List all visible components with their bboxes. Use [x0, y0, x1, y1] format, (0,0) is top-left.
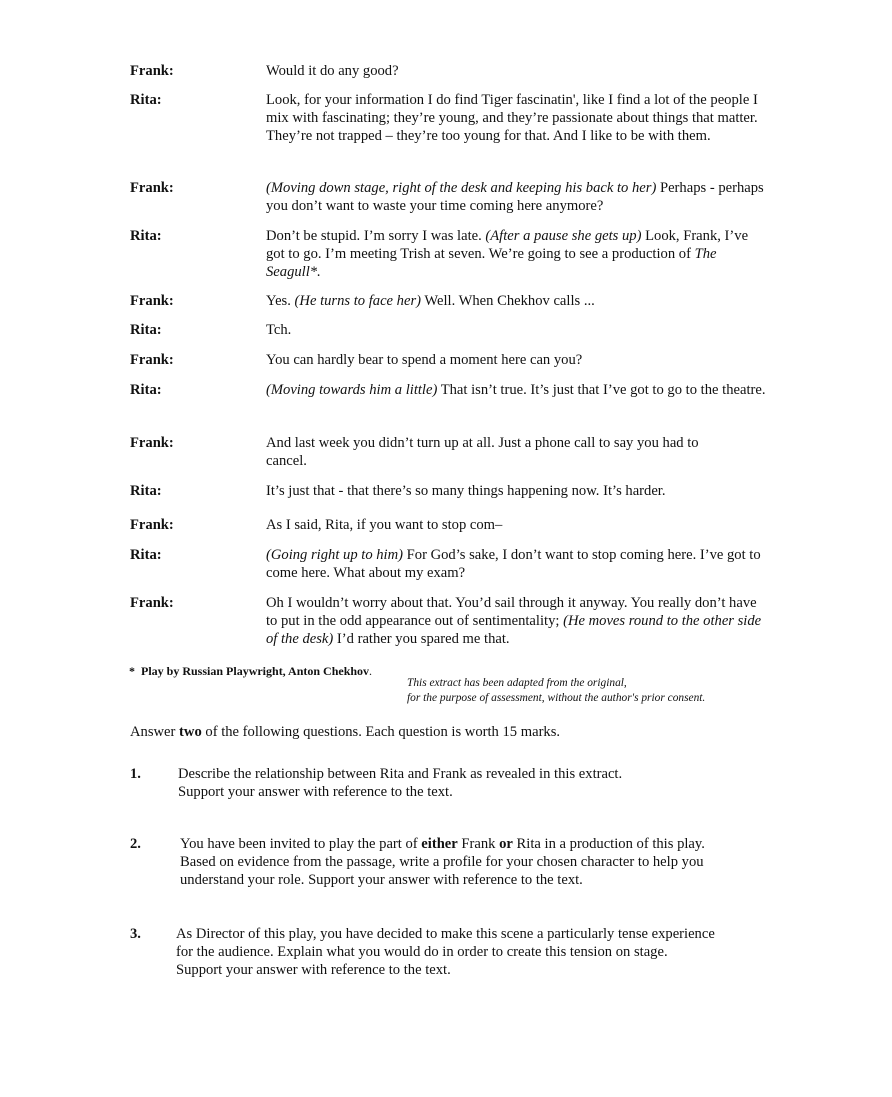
speech-text	[266, 91, 766, 145]
speech-text	[266, 381, 766, 399]
stage-direction: (Moving down stage, right of the desk and keeping his back to her)	[266, 180, 657, 196]
spoken-line: Would it do any good?	[266, 63, 399, 79]
question-text-segment: for the audience. Explain what you would do in order to create this tension on stage.	[176, 944, 668, 960]
spoken-line: And last week you didn’t turn up at all. Just a phone call to say you had to cancel.	[266, 435, 699, 469]
speaker-name: Rita:	[130, 547, 162, 563]
question-number: 2.	[130, 836, 141, 852]
question-text	[180, 835, 770, 889]
question-line	[176, 925, 766, 943]
question-text	[178, 765, 768, 801]
question-text-segment: Based on evidence from the passage, write a profile for your chosen character to help you	[180, 854, 704, 870]
question-text-segment: understand your role. Support your answer with reference to the text.	[180, 872, 583, 888]
speech-text	[266, 434, 726, 470]
speaker-name: Rita:	[130, 322, 162, 338]
spoken-line: Look, Frank, I’ve got to go. I’m meeting Trish at seven. We’re going to see a production of	[266, 228, 749, 262]
speaker-name: Rita:	[130, 483, 162, 499]
instructions-after: of the following questions. Each question is worth 15 marks.	[201, 724, 561, 740]
footnote-text: Play by Russian Playwright, Anton Chekhov	[141, 664, 370, 678]
emphasis: or	[499, 836, 513, 852]
emphasis: either	[421, 836, 458, 852]
speech-text	[266, 292, 766, 310]
speech-text	[266, 482, 766, 500]
question-number: 1.	[130, 766, 141, 782]
stage-direction: (He moves round to the other side of the desk)	[266, 613, 762, 647]
spoken-line: Look, for your information I do find Tiger fascinatin', like I find a lot of the people I mix with fascinating; they’re young, and they’re passionate about things that matter. They’re not trapped – they’re too young for that. And I like to be with them.	[266, 92, 758, 144]
spoken-line: Tch.	[266, 322, 292, 338]
question-text-segment: As Director of this play, you have decided to make this scene a particularly tense experience	[176, 926, 715, 942]
stage-direction: (He turns to face her)	[294, 293, 421, 309]
question-text-segment: Support your answer with reference to the text.	[176, 962, 451, 978]
speech-text	[266, 321, 766, 339]
stage-direction: (Moving towards him a little)	[266, 382, 438, 398]
credit-line-1: This extract has been adapted from the original,	[407, 677, 627, 689]
stage-direction: (Going right up to him)	[266, 547, 404, 563]
instructions-before: Answer	[130, 724, 180, 740]
speaker-name: Frank:	[130, 293, 174, 309]
spoken-line: As I said, Rita, if you want to stop com–	[266, 517, 503, 533]
speaker-name: Rita:	[130, 228, 162, 244]
footnote-mark: *	[129, 664, 135, 678]
speaker-name: Frank:	[130, 435, 174, 451]
spoken-line: You can hardly bear to spend a moment here can you?	[266, 352, 583, 368]
question-line	[176, 943, 766, 961]
question-line	[178, 783, 768, 801]
speaker-name: Frank:	[130, 63, 174, 79]
footnote-period: .	[369, 664, 373, 678]
question-text	[176, 925, 766, 979]
speaker-name: Frank:	[130, 595, 174, 611]
speech-text	[266, 227, 766, 281]
question-text-segment: Describe the relationship between Rita and Frank as revealed in this extract.	[178, 766, 623, 782]
instructions	[130, 723, 770, 741]
question-line	[180, 835, 770, 853]
question-line	[180, 853, 770, 871]
question-line	[178, 765, 768, 783]
spoken-line: Don’t be stupid. I’m sorry I was late.	[266, 228, 486, 244]
speech-text	[266, 516, 766, 534]
speaker-name: Rita:	[130, 382, 162, 398]
speaker-name: Frank:	[130, 517, 174, 533]
stage-direction: The Seagull*.	[266, 246, 717, 280]
question-text-segment: Frank	[457, 836, 500, 852]
question-line	[176, 961, 766, 979]
speech-text	[266, 62, 766, 80]
spoken-line: For God’s sake, I don’t want to stop coming here. I’ve got to come here. What about my exam?	[266, 547, 761, 581]
credit-line-2: for the purpose of assessment, without the author's prior consent.	[407, 692, 706, 704]
stage-direction: (After a pause she gets up)	[485, 228, 642, 244]
footnote	[129, 662, 372, 680]
speaker-name: Rita:	[130, 92, 162, 108]
speech-text	[266, 351, 766, 369]
spoken-line: Perhaps - perhaps you don’t want to waste your time coming here anymore?	[266, 180, 764, 214]
spoken-line: Yes.	[266, 293, 295, 309]
speech-text	[266, 546, 766, 582]
question-number: 3.	[130, 926, 141, 942]
spoken-line: Well. When Chekhov calls ...	[421, 293, 595, 309]
spoken-line: I’d rather you spared me that.	[333, 631, 510, 647]
speaker-name: Frank:	[130, 352, 174, 368]
question-text-segment: You have been invited to play the part of	[180, 836, 422, 852]
spoken-line: It’s just that - that there’s so many things happening now. It’s harder.	[266, 483, 666, 499]
question-text-segment: Support your answer with reference to the text.	[178, 784, 453, 800]
instructions-count: two	[179, 724, 202, 740]
question-line	[180, 871, 770, 889]
speech-text	[266, 594, 766, 648]
spoken-line: That isn’t true. It’s just that I’ve got to go to the theatre.	[437, 382, 766, 398]
speech-text	[266, 179, 766, 215]
adaptation-credit	[407, 676, 767, 706]
question-text-segment: Rita in a production of this play.	[512, 836, 705, 852]
spoken-line: Oh I wouldn’t worry about that. You’d sail through it anyway. You really don’t have to put in the odd appearance out of sentimentality;	[266, 595, 757, 629]
speaker-name: Frank:	[130, 180, 174, 196]
